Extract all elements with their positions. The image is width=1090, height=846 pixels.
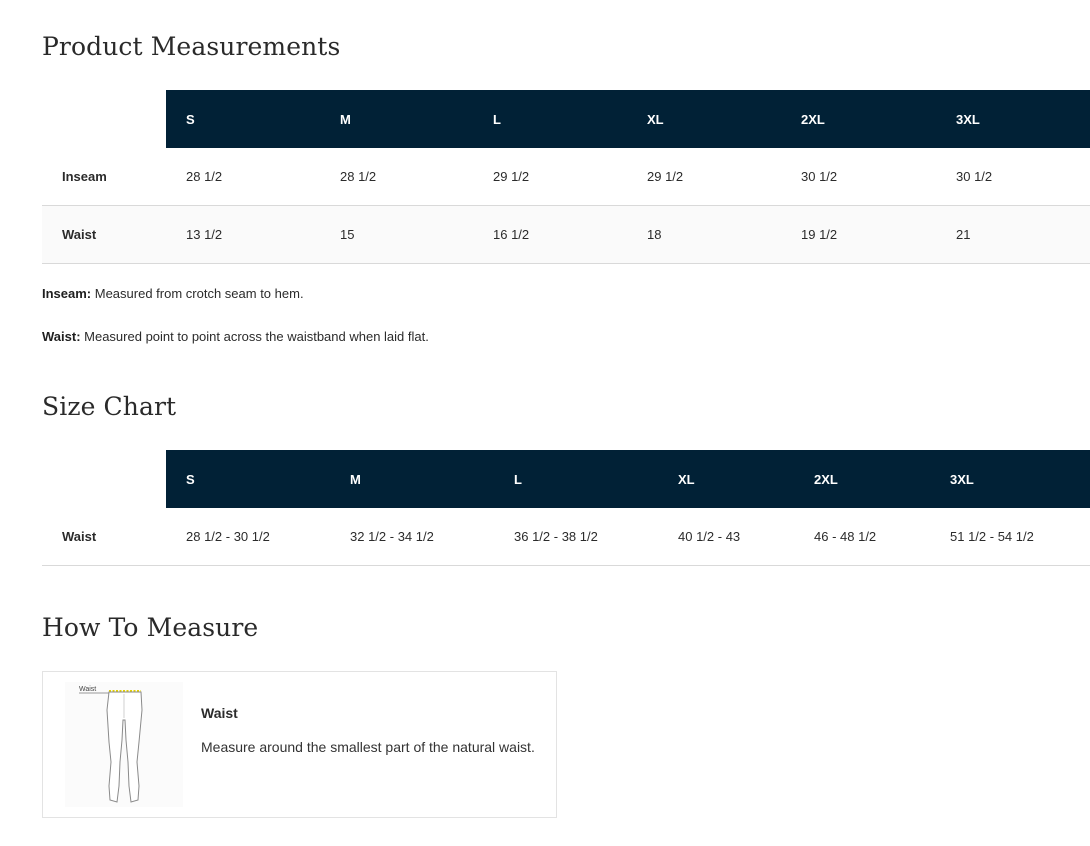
size-header-xl: XL bbox=[658, 450, 794, 508]
table-cell: 28 1/2 - 30 1/2 bbox=[166, 508, 330, 566]
table-cell: 29 1/2 bbox=[627, 148, 781, 206]
table-cell: 51 1/2 - 54 1/2 bbox=[930, 508, 1090, 566]
size-header-m: M bbox=[320, 90, 473, 148]
table-corner-cell bbox=[42, 90, 166, 148]
size-header-l: L bbox=[494, 450, 658, 508]
inseam-note bbox=[42, 286, 304, 301]
size-chart-title: Size Chart bbox=[42, 392, 177, 421]
table-cell: 21 bbox=[936, 206, 1090, 264]
size-header-3xl: 3XL bbox=[936, 90, 1090, 148]
table-cell: 46 - 48 1/2 bbox=[794, 508, 930, 566]
table-cell: 18 bbox=[627, 206, 781, 264]
size-chart-table bbox=[42, 450, 1090, 566]
table-cell: 19 1/2 bbox=[781, 206, 936, 264]
table-cell: 29 1/2 bbox=[473, 148, 627, 206]
inseam-note-text: Measured from crotch seam to hem. bbox=[91, 286, 304, 301]
figure-waist-label: Waist bbox=[79, 686, 97, 693]
how-to-measure-title: How To Measure bbox=[42, 613, 259, 642]
product-measurements-table bbox=[42, 90, 1090, 264]
table-row-inseam bbox=[42, 148, 1090, 206]
table-cell: 16 1/2 bbox=[473, 206, 627, 264]
table-cell: 28 1/2 bbox=[320, 148, 473, 206]
size-header-m: M bbox=[330, 450, 494, 508]
waist-note-label: Waist: bbox=[42, 329, 81, 344]
table-header-row bbox=[42, 90, 1090, 148]
row-label-waist: Waist bbox=[42, 206, 166, 264]
measure-description: Measure around the smallest part of the natural waist. bbox=[201, 739, 535, 755]
row-label-inseam: Inseam bbox=[42, 148, 166, 206]
table-cell: 32 1/2 - 34 1/2 bbox=[330, 508, 494, 566]
product-measurements-title: Product Measurements bbox=[42, 32, 341, 61]
table-cell: 36 1/2 - 38 1/2 bbox=[494, 508, 658, 566]
table-row-waist bbox=[42, 508, 1090, 566]
table-cell: 30 1/2 bbox=[781, 148, 936, 206]
measure-card-waist bbox=[42, 671, 557, 818]
table-cell: 13 1/2 bbox=[166, 206, 320, 264]
waist-note-text: Measured point to point across the waistband when laid flat. bbox=[80, 329, 429, 344]
table-cell: 40 1/2 - 43 bbox=[658, 508, 794, 566]
size-header-s: S bbox=[166, 450, 330, 508]
size-header-2xl: 2XL bbox=[781, 90, 936, 148]
table-corner-cell bbox=[42, 450, 166, 508]
size-header-l: L bbox=[473, 90, 627, 148]
size-header-3xl: 3XL bbox=[930, 450, 1090, 508]
table-cell: 30 1/2 bbox=[936, 148, 1090, 206]
table-header-row bbox=[42, 450, 1090, 508]
waist-note bbox=[42, 329, 429, 344]
table-row-waist bbox=[42, 206, 1090, 264]
row-label-waist: Waist bbox=[42, 508, 166, 566]
leggings-figure-icon bbox=[65, 682, 183, 807]
table-cell: 15 bbox=[320, 206, 473, 264]
table-cell: 28 1/2 bbox=[166, 148, 320, 206]
size-header-s: S bbox=[166, 90, 320, 148]
measure-title: Waist bbox=[201, 705, 238, 721]
size-header-xl: XL bbox=[627, 90, 781, 148]
inseam-note-label: Inseam: bbox=[42, 286, 92, 301]
size-header-2xl: 2XL bbox=[794, 450, 930, 508]
